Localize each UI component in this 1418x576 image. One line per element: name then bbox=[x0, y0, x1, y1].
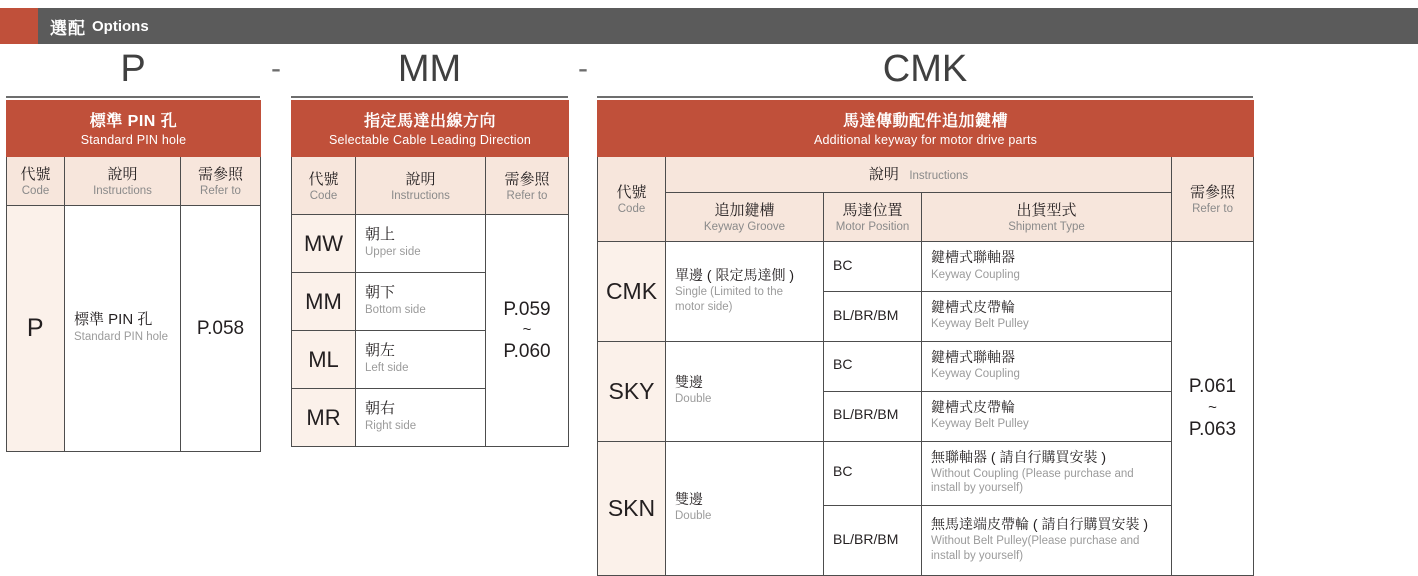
cell-shipment-en: Keyway Coupling bbox=[931, 368, 1020, 381]
column-header-code-zh: 代號 bbox=[20, 166, 51, 183]
cell-description-zh: 標準 PIN 孔 bbox=[74, 310, 153, 328]
header-accent-block bbox=[0, 8, 38, 44]
column-header-shipment-en: Shipment Type bbox=[1008, 221, 1085, 233]
cell-motor-position bbox=[824, 291, 922, 341]
cell-keyway-cmk bbox=[666, 242, 824, 342]
column-header-instructions-zh: 說明 bbox=[405, 170, 436, 188]
table-row bbox=[292, 215, 569, 273]
cell-refer-mm bbox=[486, 215, 569, 447]
cell-description-mm bbox=[356, 273, 486, 331]
cell-code-mr: MR bbox=[292, 389, 356, 447]
column-header-motor-en: Motor Position bbox=[835, 221, 910, 233]
refer-top: P.059 bbox=[503, 298, 551, 320]
cell-shipment-type bbox=[922, 291, 1172, 341]
column-header-shipment-type bbox=[922, 193, 1172, 242]
cell-shipment-zh: 鍵槽式皮帶輪 bbox=[931, 398, 1015, 415]
table-title-cell bbox=[598, 101, 1254, 157]
column-header-code-en: Code bbox=[617, 203, 646, 215]
column-header-refer-zh: 需參照 bbox=[504, 170, 550, 188]
cell-description-ml bbox=[356, 331, 486, 389]
cell-shipment-zh: 鍵槽式皮帶輪 bbox=[931, 298, 1015, 315]
column-header-keyway-en: Keyway Groove bbox=[703, 221, 786, 233]
cell-shipment-en: Without Belt Pulley(Please purchase and install by yourself) bbox=[931, 535, 1140, 562]
column-header-code-zh: 代號 bbox=[616, 184, 647, 201]
table-header-row bbox=[292, 157, 569, 215]
table-title-cell bbox=[292, 101, 569, 157]
column-header-instructions-en: Instructions bbox=[391, 189, 450, 202]
cell-refer-p: P.058 bbox=[181, 206, 261, 452]
cell-motor-position bbox=[824, 391, 922, 441]
column-header-refer-en: Refer to bbox=[200, 185, 241, 197]
cell-code-p: P bbox=[7, 206, 65, 452]
cell-description-en: Standard PIN hole bbox=[74, 330, 168, 343]
cell-code-ml: ML bbox=[292, 331, 356, 389]
cell-code-sky: SKY bbox=[598, 341, 666, 441]
cell-motor-value: BL/BR/BM bbox=[833, 530, 899, 547]
cell-description-en: Bottom side bbox=[365, 303, 426, 316]
code-separator-2: - bbox=[578, 52, 588, 85]
table-title-en: Selectable Cable Leading Direction bbox=[328, 133, 532, 147]
column-header-instructions-zh: 說明 bbox=[868, 166, 899, 183]
cell-refer-cmk bbox=[1172, 242, 1254, 576]
column-header-code-en: Code bbox=[309, 189, 338, 202]
cell-code-mm: MM bbox=[292, 273, 356, 331]
column-header-motor-position bbox=[824, 193, 922, 242]
cell-code-mw: MW bbox=[292, 215, 356, 273]
cell-shipment-en: Keyway Coupling bbox=[931, 268, 1020, 281]
table-title-zh: 指定馬達出線方向 bbox=[363, 113, 496, 130]
code-heading-cmk: CMK bbox=[597, 44, 1253, 98]
cable-leading-direction-table bbox=[291, 100, 568, 447]
cell-shipment-en: Without Coupling (Please purchase and install by yourself) bbox=[931, 468, 1134, 495]
cell-motor-value: BL/BR/BM bbox=[833, 406, 899, 423]
cell-shipment-type bbox=[922, 441, 1172, 505]
column-header-refer bbox=[181, 157, 261, 206]
cell-description-mr bbox=[356, 389, 486, 447]
table-header-row-top bbox=[598, 157, 1254, 193]
code-headings-row bbox=[0, 44, 1418, 100]
column-header-refer-en: Refer to bbox=[1192, 203, 1233, 215]
cell-motor-position bbox=[824, 341, 922, 391]
cell-shipment-type bbox=[922, 242, 1172, 292]
table-title-zh: 標準 PIN 孔 bbox=[89, 113, 178, 130]
header-title-zh: 選配 bbox=[50, 18, 86, 38]
table-title-en: Additional keyway for motor drive parts bbox=[813, 133, 1038, 147]
cell-keyway-zh: 單邊 ( 限定馬達側 ) bbox=[675, 266, 794, 283]
cell-description-zh: 朝上 bbox=[365, 225, 396, 243]
cell-description-en: Right side bbox=[365, 419, 417, 432]
column-header-code-zh: 代號 bbox=[308, 170, 339, 188]
column-header-code bbox=[598, 157, 666, 242]
column-header-motor-zh: 馬達位置 bbox=[842, 202, 903, 219]
table-title-en: Standard PIN hole bbox=[80, 133, 187, 147]
cell-keyway-skn bbox=[666, 441, 824, 575]
column-header-code bbox=[292, 157, 356, 215]
cell-shipment-type bbox=[922, 341, 1172, 391]
column-header-instructions-zh: 說明 bbox=[107, 166, 138, 183]
cell-motor-value: BC bbox=[833, 356, 853, 373]
cell-keyway-en: Double bbox=[675, 393, 712, 406]
column-header-refer bbox=[1172, 157, 1254, 242]
table-row bbox=[7, 206, 261, 452]
column-header-instructions-en: Instructions bbox=[93, 185, 152, 197]
column-header-keyway-zh: 追加鍵槽 bbox=[714, 202, 775, 219]
table-title-cell bbox=[7, 101, 261, 157]
standard-pin-hole-table bbox=[6, 100, 260, 452]
cell-code-skn: SKN bbox=[598, 441, 666, 575]
column-header-instructions bbox=[356, 157, 486, 215]
cell-shipment-en: Keyway Belt Pulley bbox=[931, 318, 1029, 331]
cell-motor-position bbox=[824, 242, 922, 292]
cell-keyway-zh: 雙邊 bbox=[675, 490, 703, 507]
cell-description-mw bbox=[356, 215, 486, 273]
cell-keyway-en: Single (Limited to the motor side) bbox=[675, 286, 784, 313]
code-heading-p: P bbox=[6, 44, 260, 98]
header-title-area bbox=[38, 8, 1418, 44]
cell-description-zh: 朝下 bbox=[365, 283, 396, 301]
table-row bbox=[598, 441, 1254, 505]
table-title-zh: 馬達傳動配件追加鍵槽 bbox=[843, 113, 1009, 130]
refer-bottom: P.063 bbox=[1188, 418, 1237, 440]
refer-bottom: P.060 bbox=[503, 340, 551, 362]
cell-shipment-type bbox=[922, 391, 1172, 441]
cell-shipment-en: Keyway Belt Pulley bbox=[931, 418, 1029, 431]
column-header-shipment-zh: 出貨型式 bbox=[1016, 202, 1077, 219]
column-header-refer-zh: 需參照 bbox=[1190, 184, 1236, 201]
column-header-code-en: Code bbox=[21, 185, 50, 197]
column-header-instructions bbox=[666, 157, 1172, 193]
cell-motor-value: BL/BR/BM bbox=[833, 306, 899, 323]
column-header-refer-zh: 需參照 bbox=[197, 166, 243, 183]
cell-motor-value: BC bbox=[833, 463, 853, 480]
cell-description-en: Left side bbox=[365, 361, 409, 374]
cell-description-zh: 朝右 bbox=[365, 399, 396, 417]
column-header-keyway-groove bbox=[666, 193, 824, 242]
table-header-row bbox=[7, 157, 261, 206]
column-header-refer-en: Refer to bbox=[506, 189, 548, 202]
cell-shipment-zh: 無聯軸器 ( 請自行購買安裝 ) bbox=[931, 448, 1106, 465]
refer-top: P.061 bbox=[1188, 376, 1237, 398]
column-header-code bbox=[7, 157, 65, 206]
additional-keyway-table bbox=[597, 100, 1253, 576]
code-heading-mm: MM bbox=[291, 44, 568, 98]
cell-motor-position bbox=[824, 505, 922, 575]
cell-shipment-zh: 鍵槽式聯軸器 bbox=[931, 348, 1015, 365]
table-row bbox=[598, 242, 1254, 292]
refer-tilde: ~ bbox=[522, 321, 532, 339]
code-separator-1: - bbox=[271, 52, 281, 85]
refer-tilde: ~ bbox=[1208, 399, 1217, 417]
column-header-instructions-en: Instructions bbox=[909, 170, 969, 182]
cell-code-cmk: CMK bbox=[598, 242, 666, 342]
table-header-row-sub bbox=[598, 193, 1254, 242]
cell-keyway-sky bbox=[666, 341, 824, 441]
cell-shipment-type bbox=[922, 505, 1172, 575]
options-header-bar bbox=[0, 8, 1418, 44]
cell-keyway-en: Double bbox=[675, 510, 712, 523]
cell-description-zh: 朝左 bbox=[365, 341, 396, 359]
cell-shipment-zh: 鍵槽式聯軸器 bbox=[931, 249, 1015, 265]
cell-keyway-zh: 雙邊 bbox=[675, 373, 703, 390]
cell-motor-value: BC bbox=[833, 256, 853, 273]
column-header-instructions bbox=[65, 157, 181, 206]
cell-shipment-zh: 無馬達端皮帶輪 ( 請自行購買安裝 ) bbox=[931, 515, 1148, 532]
table-row bbox=[598, 341, 1254, 391]
cell-description-en: Upper side bbox=[365, 245, 421, 258]
header-title-en: Options bbox=[92, 17, 149, 35]
column-header-refer bbox=[486, 157, 569, 215]
cell-description-p bbox=[65, 206, 181, 452]
cell-motor-position bbox=[824, 441, 922, 505]
